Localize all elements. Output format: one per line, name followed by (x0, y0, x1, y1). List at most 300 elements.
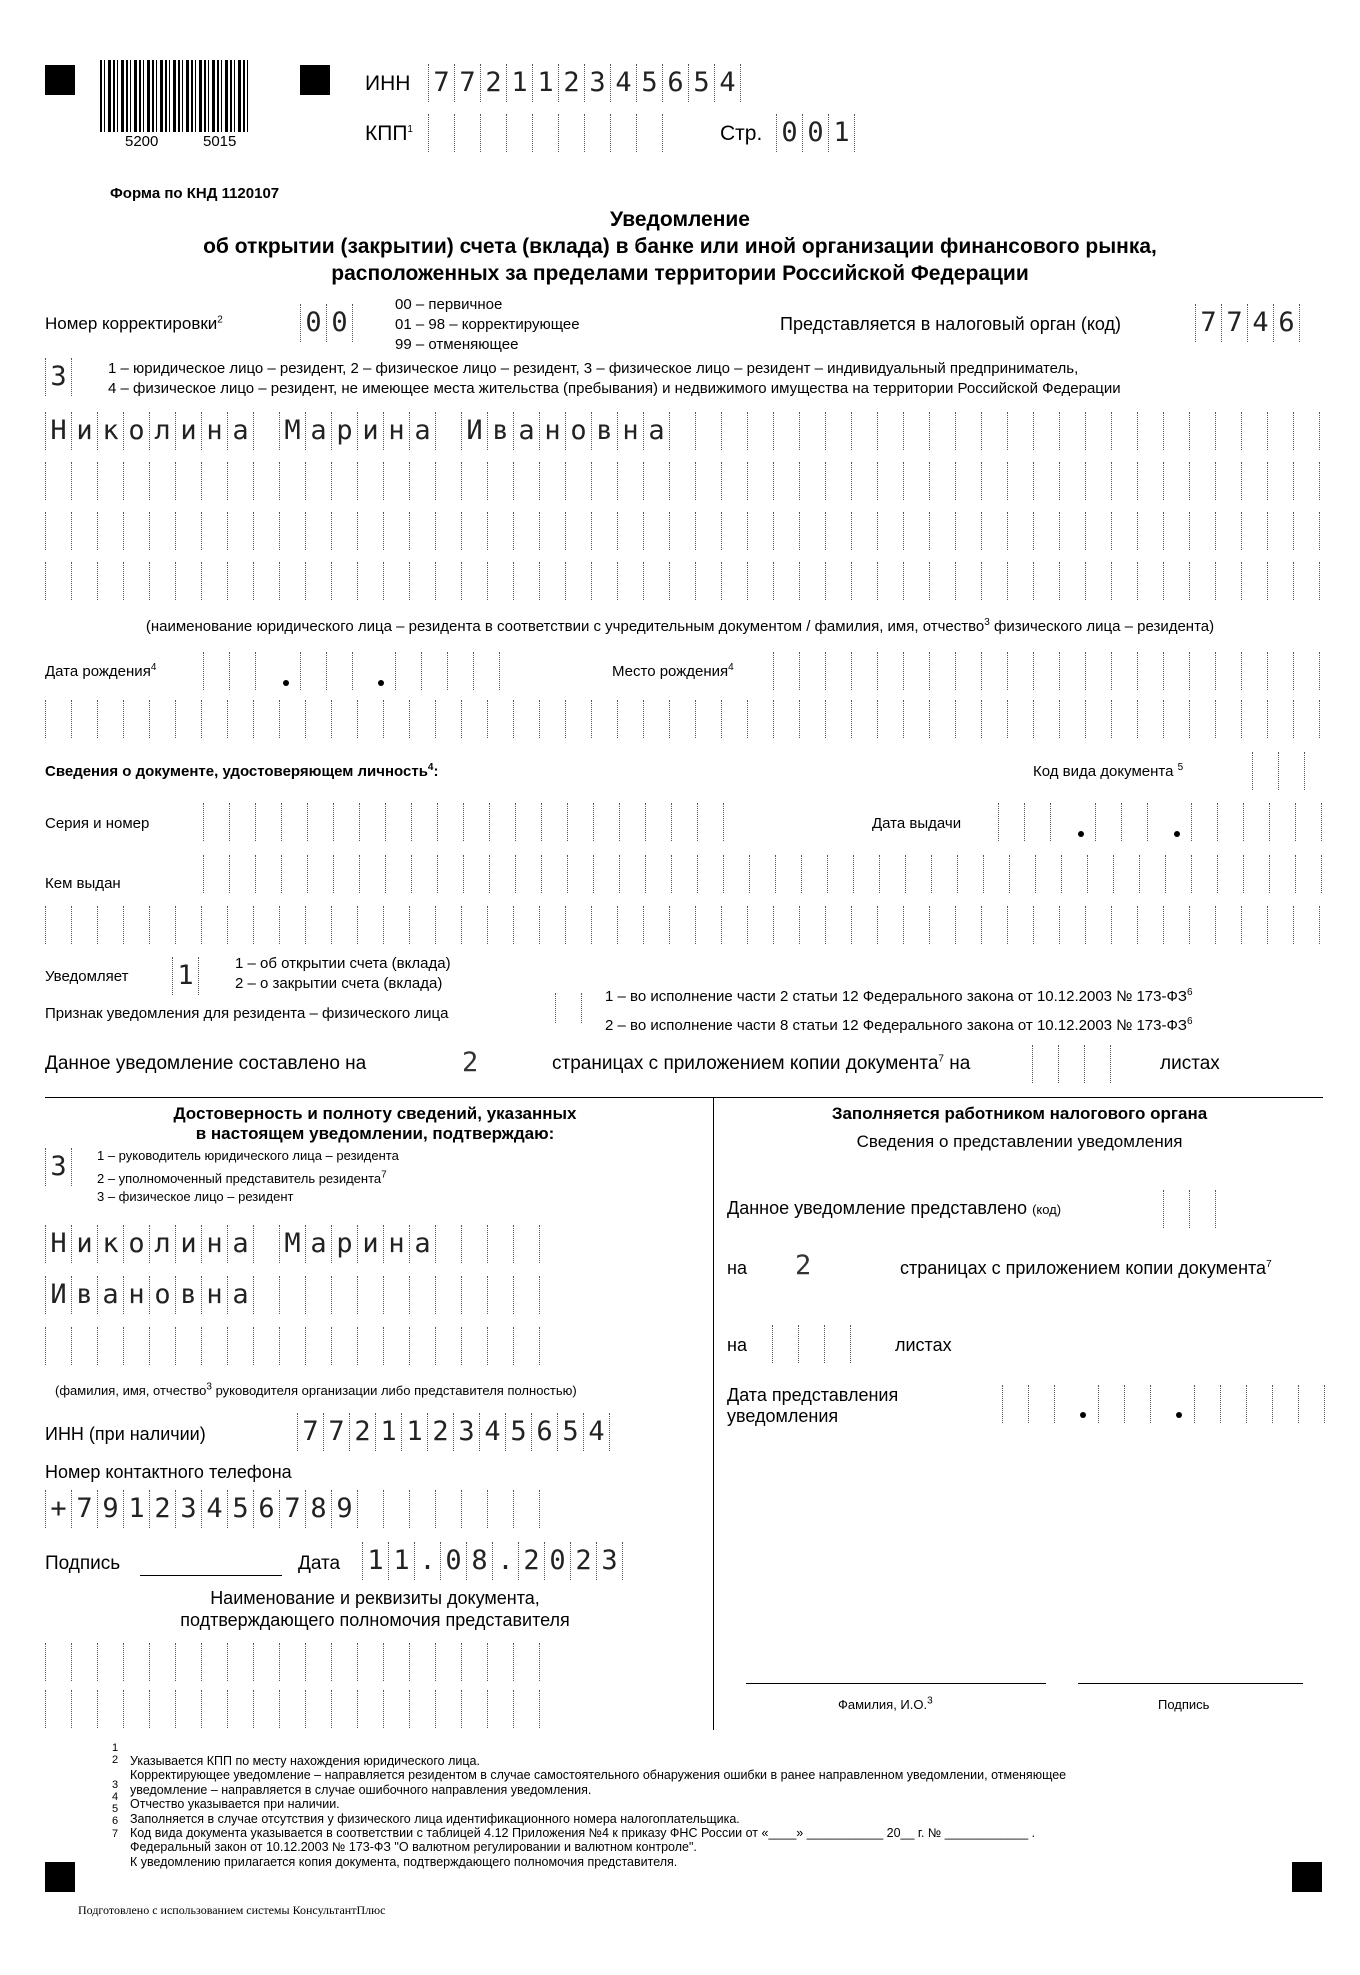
form-cell[interactable] (383, 1276, 409, 1314)
form-cell[interactable]: р (331, 1225, 357, 1263)
form-cell[interactable] (955, 652, 981, 690)
form-cell[interactable]: М (279, 412, 305, 450)
form-cell[interactable]: о (123, 1225, 149, 1263)
form-cell[interactable] (1121, 803, 1147, 841)
form-cell[interactable] (1137, 652, 1163, 690)
form-cell[interactable] (773, 462, 799, 500)
form-cell[interactable] (775, 855, 801, 893)
form-cell[interactable] (435, 562, 461, 600)
form-cell[interactable] (558, 114, 584, 152)
form-cell[interactable] (1215, 700, 1241, 738)
form-cell[interactable] (584, 114, 610, 152)
form-cell[interactable] (1267, 652, 1293, 690)
signer-name-row-1[interactable] (45, 1225, 540, 1263)
form-cell[interactable] (227, 1327, 253, 1365)
form-cell[interactable] (71, 512, 97, 550)
form-cell[interactable] (123, 1690, 149, 1728)
form-cell[interactable] (461, 462, 487, 500)
form-cell[interactable] (253, 1327, 279, 1365)
form-cell[interactable]: 9 (97, 1490, 123, 1528)
form-cell[interactable] (45, 512, 71, 550)
form-cell[interactable] (175, 462, 201, 500)
form-cell[interactable] (567, 855, 593, 893)
form-cell[interactable]: а (643, 412, 669, 450)
form-cell[interactable] (123, 1643, 149, 1681)
form-cell[interactable] (331, 1690, 357, 1728)
form-cell[interactable] (981, 412, 1007, 450)
form-cell[interactable] (1085, 906, 1111, 944)
form-cell[interactable] (697, 803, 723, 841)
form-cell[interactable]: 9 (331, 1490, 357, 1528)
form-cell[interactable]: 2 (149, 1490, 175, 1528)
form-cell[interactable] (567, 803, 593, 841)
form-cell[interactable] (532, 114, 558, 152)
form-cell[interactable] (555, 993, 581, 1023)
form-cell[interactable] (305, 700, 331, 738)
form-cell[interactable] (1085, 512, 1111, 550)
form-cell[interactable] (1293, 562, 1319, 600)
form-cell[interactable] (669, 700, 695, 738)
form-cell[interactable] (1007, 462, 1033, 500)
form-cell[interactable] (1111, 562, 1137, 600)
form-cell[interactable] (71, 700, 97, 738)
form-cell[interactable] (253, 562, 279, 600)
form-cell[interactable] (149, 512, 175, 550)
form-cell[interactable]: 4 (1247, 304, 1273, 342)
form-cell[interactable] (565, 562, 591, 600)
form-cell[interactable] (773, 412, 799, 450)
form-cell[interactable] (307, 855, 333, 893)
form-cell[interactable] (229, 803, 255, 841)
form-cell[interactable] (253, 1643, 279, 1681)
birth-place-row-1[interactable] (773, 652, 1320, 690)
form-cell[interactable] (201, 462, 227, 500)
form-cell[interactable] (279, 462, 305, 500)
form-cell[interactable]: 1 (401, 1413, 427, 1451)
form-cell[interactable] (229, 855, 255, 893)
form-cell[interactable] (447, 652, 473, 690)
form-cell[interactable] (487, 1490, 513, 1528)
form-cell[interactable] (957, 855, 983, 893)
form-cell[interactable] (721, 906, 747, 944)
form-cell[interactable] (489, 855, 515, 893)
form-cell[interactable] (45, 906, 71, 944)
form-cell[interactable] (357, 562, 383, 600)
form-cell[interactable] (480, 114, 506, 152)
form-cell[interactable]: а (513, 412, 539, 450)
form-cell[interactable] (97, 1643, 123, 1681)
form-cell[interactable] (1215, 906, 1241, 944)
birth-year-cells[interactable] (395, 652, 500, 690)
form-cell[interactable] (877, 700, 903, 738)
form-cell[interactable]: и (357, 1225, 383, 1263)
form-cell[interactable] (905, 855, 931, 893)
form-cell[interactable] (1243, 855, 1269, 893)
form-cell[interactable] (461, 1276, 487, 1314)
form-cell[interactable] (357, 906, 383, 944)
form-cell[interactable] (409, 906, 435, 944)
form-cell[interactable] (255, 803, 281, 841)
form-cell[interactable] (747, 906, 773, 944)
form-cell[interactable] (383, 700, 409, 738)
form-cell[interactable]: 0 (440, 1542, 466, 1580)
authority-doc-row-2[interactable] (45, 1690, 540, 1728)
form-cell[interactable] (253, 700, 279, 738)
form-cell[interactable] (227, 1690, 253, 1728)
form-cell[interactable] (1191, 803, 1217, 841)
page-cells[interactable] (776, 114, 855, 152)
form-cell[interactable] (617, 906, 643, 944)
form-cell[interactable]: и (71, 412, 97, 450)
form-cell[interactable] (149, 906, 175, 944)
form-cell[interactable] (1032, 1045, 1058, 1083)
form-cell[interactable] (409, 1276, 435, 1314)
form-cell[interactable] (305, 906, 331, 944)
form-cell[interactable] (411, 803, 437, 841)
form-cell[interactable] (487, 512, 513, 550)
form-cell[interactable] (1085, 412, 1111, 450)
form-cell[interactable]: 0 (544, 1542, 570, 1580)
form-cell[interactable] (1113, 855, 1139, 893)
form-cell[interactable] (487, 562, 513, 600)
form-cell[interactable] (454, 114, 480, 152)
form-cell[interactable] (981, 652, 1007, 690)
form-cell[interactable] (1033, 412, 1059, 450)
form-cell[interactable] (487, 700, 513, 738)
form-cell[interactable] (203, 652, 229, 690)
form-cell[interactable] (123, 462, 149, 500)
form-cell[interactable] (749, 855, 775, 893)
authority-doc-row-1[interactable] (45, 1643, 540, 1681)
form-cell[interactable] (877, 462, 903, 500)
form-cell[interactable] (955, 700, 981, 738)
form-cell[interactable]: И (45, 1276, 71, 1314)
form-cell[interactable] (437, 803, 463, 841)
form-cell[interactable] (747, 700, 773, 738)
form-cell[interactable] (1007, 412, 1033, 450)
form-cell[interactable] (903, 412, 929, 450)
form-cell[interactable] (97, 1327, 123, 1365)
form-cell[interactable] (409, 1643, 435, 1681)
form-cell[interactable] (955, 462, 981, 500)
form-cell[interactable] (981, 700, 1007, 738)
form-cell[interactable] (305, 1643, 331, 1681)
form-cell[interactable]: и (175, 412, 201, 450)
form-cell[interactable] (1241, 412, 1267, 450)
birth-place-row-2[interactable] (45, 700, 1320, 738)
form-cell[interactable] (591, 512, 617, 550)
form-cell[interactable] (383, 462, 409, 500)
form-cell[interactable]: 1 (388, 1542, 414, 1580)
form-cell[interactable] (593, 855, 619, 893)
form-cell[interactable] (617, 700, 643, 738)
form-cell[interactable]: 4 (583, 1413, 609, 1451)
form-cell[interactable] (331, 1643, 357, 1681)
form-cell[interactable]: н (201, 412, 227, 450)
form-cell[interactable] (825, 700, 851, 738)
form-cell[interactable]: 4 (610, 64, 636, 102)
form-cell[interactable] (1033, 462, 1059, 500)
form-cell[interactable] (1033, 562, 1059, 600)
form-cell[interactable] (1033, 906, 1059, 944)
form-cell[interactable]: 5 (505, 1413, 531, 1451)
form-cell[interactable] (1272, 1385, 1298, 1423)
form-cell[interactable] (411, 855, 437, 893)
form-cell[interactable] (1111, 412, 1137, 450)
form-cell[interactable] (123, 512, 149, 550)
form-cell[interactable] (279, 700, 305, 738)
form-cell[interactable] (487, 1225, 513, 1263)
form-cell[interactable]: 7 (428, 64, 454, 102)
form-cell[interactable] (695, 512, 721, 550)
form-cell[interactable] (669, 462, 695, 500)
submit-year-cells[interactable] (1194, 1385, 1325, 1423)
form-cell[interactable] (721, 562, 747, 600)
form-cell[interactable]: а (305, 1225, 331, 1263)
form-cell[interactable] (515, 803, 541, 841)
form-cell[interactable] (1241, 652, 1267, 690)
form-cell[interactable] (903, 700, 929, 738)
form-cell[interactable] (929, 906, 955, 944)
form-cell[interactable] (591, 462, 617, 500)
form-cell[interactable] (487, 1643, 513, 1681)
form-cell[interactable] (851, 512, 877, 550)
form-cell[interactable] (1007, 512, 1033, 550)
form-cell[interactable] (421, 652, 447, 690)
form-cell[interactable]: н (201, 1225, 227, 1263)
form-cell[interactable] (175, 562, 201, 600)
form-cell[interactable] (1095, 803, 1121, 841)
form-cell[interactable]: в (175, 1276, 201, 1314)
form-cell[interactable] (929, 700, 955, 738)
inn-cells[interactable] (428, 64, 741, 102)
form-cell[interactable]: н (123, 1276, 149, 1314)
form-cell[interactable] (825, 562, 851, 600)
form-cell[interactable] (1033, 512, 1059, 550)
form-cell[interactable] (747, 412, 773, 450)
form-cell[interactable] (1124, 1385, 1150, 1423)
form-cell[interactable] (253, 906, 279, 944)
form-cell[interactable] (97, 512, 123, 550)
form-cell[interactable] (1163, 652, 1189, 690)
form-cell[interactable] (1189, 652, 1215, 690)
form-cell[interactable] (1033, 700, 1059, 738)
form-cell[interactable]: 4 (479, 1413, 505, 1451)
form-cell[interactable] (45, 700, 71, 738)
form-cell[interactable] (695, 412, 721, 450)
form-cell[interactable] (409, 512, 435, 550)
form-cell[interactable]: в (487, 412, 513, 450)
signature-line[interactable] (140, 1575, 282, 1576)
form-cell[interactable] (175, 1690, 201, 1728)
form-cell[interactable] (1267, 512, 1293, 550)
form-cell[interactable] (487, 1690, 513, 1728)
form-cell[interactable] (435, 1225, 461, 1263)
form-cell[interactable] (201, 1643, 227, 1681)
form-cell[interactable] (772, 1325, 798, 1363)
form-cell[interactable] (435, 906, 461, 944)
form-cell[interactable] (1189, 906, 1215, 944)
form-cell[interactable]: 8 (466, 1542, 492, 1580)
form-cell[interactable] (487, 1327, 513, 1365)
form-cell[interactable] (825, 906, 851, 944)
form-cell[interactable] (201, 1690, 227, 1728)
form-cell[interactable] (671, 803, 697, 841)
form-cell[interactable] (669, 562, 695, 600)
form-cell[interactable] (473, 652, 499, 690)
form-cell[interactable] (1241, 700, 1267, 738)
form-cell[interactable] (409, 700, 435, 738)
form-cell[interactable] (307, 803, 333, 841)
form-cell[interactable] (1085, 462, 1111, 500)
form-cell[interactable] (877, 906, 903, 944)
form-cell[interactable]: Н (45, 412, 71, 450)
form-cell[interactable] (331, 1276, 357, 1314)
form-cell[interactable] (333, 803, 359, 841)
form-cell[interactable] (1215, 462, 1241, 500)
confirm-role-cell[interactable] (45, 1148, 72, 1186)
form-cell[interactable] (461, 1490, 487, 1528)
form-cell[interactable] (565, 512, 591, 550)
form-cell[interactable]: 6 (253, 1490, 279, 1528)
form-cell[interactable] (1111, 652, 1137, 690)
form-cell[interactable] (825, 412, 851, 450)
form-cell[interactable] (903, 906, 929, 944)
form-cell[interactable] (591, 906, 617, 944)
form-cell[interactable] (71, 1327, 97, 1365)
form-cell[interactable] (747, 462, 773, 500)
resident-sign-cell[interactable] (555, 993, 582, 1023)
form-cell[interactable] (853, 855, 879, 893)
form-cell[interactable] (1163, 906, 1189, 944)
form-cell[interactable] (1163, 1190, 1189, 1228)
form-cell[interactable] (539, 462, 565, 500)
form-cell[interactable] (409, 1490, 435, 1528)
form-cell[interactable] (383, 1643, 409, 1681)
form-cell[interactable] (435, 462, 461, 500)
form-cell[interactable] (903, 462, 929, 500)
form-cell[interactable] (357, 1690, 383, 1728)
form-cell[interactable] (1059, 700, 1085, 738)
form-cell[interactable]: 1 (506, 64, 532, 102)
form-cell[interactable] (175, 1327, 201, 1365)
form-cell[interactable] (461, 562, 487, 600)
form-cell[interactable] (281, 803, 307, 841)
form-cell[interactable] (1111, 462, 1137, 500)
form-cell[interactable]: . (492, 1542, 518, 1580)
form-cell[interactable] (279, 512, 305, 550)
form-cell[interactable] (929, 652, 955, 690)
form-cell[interactable]: а (409, 412, 435, 450)
form-cell[interactable]: и (71, 1225, 97, 1263)
form-cell[interactable] (669, 906, 695, 944)
form-cell[interactable] (1215, 562, 1241, 600)
officer-signature-line[interactable] (1078, 1683, 1303, 1684)
signer-name-row-2[interactable] (45, 1276, 540, 1314)
form-cell[interactable] (1295, 803, 1321, 841)
form-cell[interactable] (383, 512, 409, 550)
form-cell[interactable] (1137, 512, 1163, 550)
form-cell[interactable] (851, 462, 877, 500)
form-cell[interactable]: в (591, 412, 617, 450)
form-cell[interactable] (45, 462, 71, 500)
form-cell[interactable] (1295, 855, 1321, 893)
form-cell[interactable] (359, 855, 385, 893)
form-cell[interactable] (1241, 562, 1267, 600)
issue-month-cells[interactable] (1095, 803, 1148, 841)
form-cell[interactable] (931, 855, 957, 893)
form-cell[interactable]: 5 (557, 1413, 583, 1451)
form-cell[interactable] (877, 562, 903, 600)
form-cell[interactable]: н (383, 1225, 409, 1263)
form-cell[interactable]: И (461, 412, 487, 450)
form-cell[interactable] (385, 803, 411, 841)
form-cell[interactable] (461, 700, 487, 738)
form-cell[interactable] (435, 700, 461, 738)
form-cell[interactable] (1111, 906, 1137, 944)
form-cell[interactable] (331, 1327, 357, 1365)
form-cell[interactable] (1189, 462, 1215, 500)
form-cell[interactable] (799, 562, 825, 600)
form-cell[interactable] (201, 562, 227, 600)
form-cell[interactable] (1139, 855, 1165, 893)
form-cell[interactable] (955, 512, 981, 550)
form-cell[interactable] (851, 562, 877, 600)
form-cell[interactable] (409, 562, 435, 600)
form-cell[interactable] (513, 562, 539, 600)
fio-line[interactable] (746, 1683, 1046, 1684)
form-cell[interactable] (1002, 1385, 1028, 1423)
form-cell[interactable]: 8 (305, 1490, 331, 1528)
form-cell[interactable] (1111, 700, 1137, 738)
form-cell[interactable] (71, 906, 97, 944)
form-cell[interactable]: 3 (175, 1490, 201, 1528)
form-cell[interactable] (773, 652, 799, 690)
form-cell[interactable] (487, 1276, 513, 1314)
form-cell[interactable] (998, 803, 1024, 841)
form-cell[interactable] (539, 906, 565, 944)
form-cell[interactable] (279, 562, 305, 600)
form-cell[interactable] (435, 1690, 461, 1728)
form-cell[interactable] (1059, 652, 1085, 690)
form-cell[interactable] (123, 562, 149, 600)
form-cell[interactable] (773, 906, 799, 944)
form-cell[interactable] (383, 906, 409, 944)
form-cell[interactable] (955, 412, 981, 450)
submit-month-cells[interactable] (1098, 1385, 1151, 1423)
form-cell[interactable] (227, 1643, 253, 1681)
form-cell[interactable] (773, 700, 799, 738)
form-cell[interactable] (1267, 700, 1293, 738)
form-cell[interactable] (799, 652, 825, 690)
form-cell[interactable]: р (331, 412, 357, 450)
form-cell[interactable] (1163, 512, 1189, 550)
form-cell[interactable] (45, 1327, 71, 1365)
signer-name-row-3[interactable] (45, 1327, 540, 1365)
form-cell[interactable] (435, 512, 461, 550)
form-cell[interactable] (539, 512, 565, 550)
form-cell[interactable] (1241, 512, 1267, 550)
form-cell[interactable] (747, 562, 773, 600)
form-cell[interactable] (279, 1690, 305, 1728)
name-row-1[interactable] (45, 412, 1320, 450)
form-cell[interactable] (981, 462, 1007, 500)
form-cell[interactable] (201, 906, 227, 944)
form-cell[interactable] (1252, 752, 1278, 790)
form-cell[interactable] (1137, 462, 1163, 500)
form-cell[interactable] (305, 462, 331, 500)
form-cell[interactable] (357, 1276, 383, 1314)
